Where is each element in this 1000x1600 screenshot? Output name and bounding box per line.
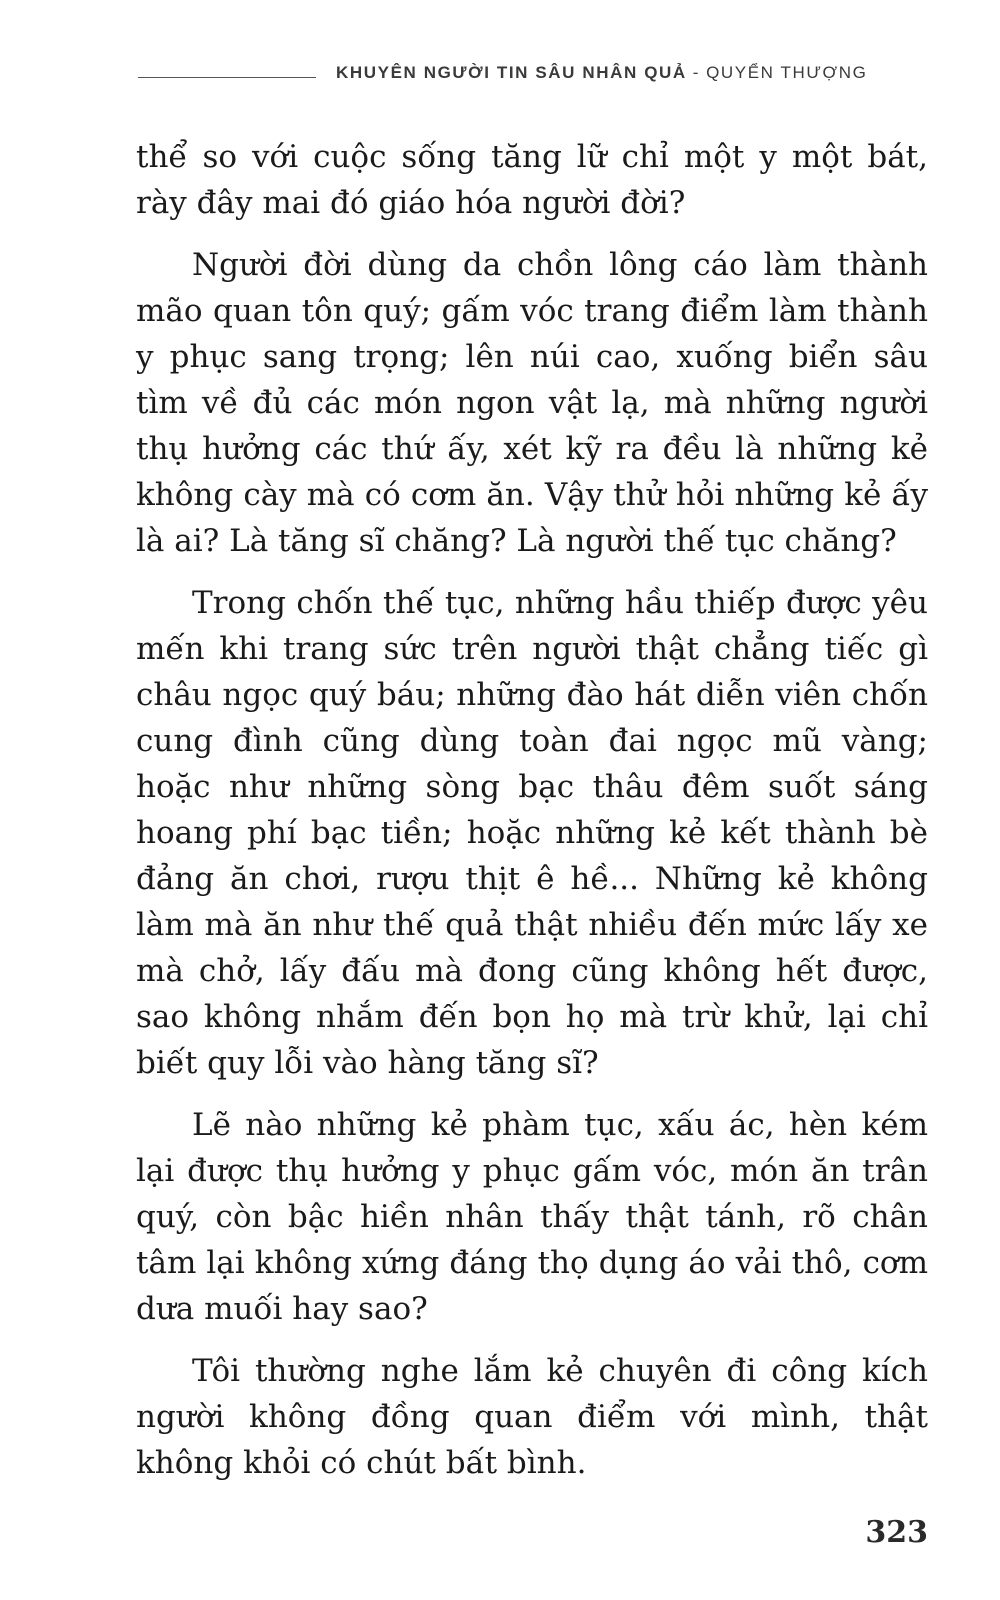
paragraph-continued: thể so với cuộc sống tăng lữ chỉ một y một bát, rày đây mai đó giáo hóa người đời? (136, 139, 928, 221)
paragraph: Trong chốn thế tục, những hầu thiếp được yêu mến khi trang sức trên người thật chẳng tiếc gì châu ngọc quý báu; những đào hát diễn viên chốn cung đình cũng dùng toàn đai ngọc mũ vàng; hoặc như những sòng bạc thâu đêm suốt sáng hoang phí bạc tiền; hoặc những kẻ kết thành bè đảng ăn chơi, rượu thịt ê hề... Những kẻ không làm mà ăn như thế quả thật nhiều đến mức lấy xe mà chở, lấy đấu mà đong cũng không hết được, sao không nhắm đến bọn họ mà trừ khử, lại chỉ biết quy lỗi vào hàng tăng sĩ? (136, 585, 928, 1081)
page-number: 323 (865, 1515, 928, 1550)
page-body (136, 134, 928, 1502)
paragraph: Tôi thường nghe lắm kẻ chuyên đi công kích người không đồng quan điểm với mình, thật không khỏi có chút bất bình. (136, 1353, 928, 1481)
header-separator: - (692, 63, 701, 82)
paragraph: Lẽ nào những kẻ phàm tục, xấu ác, hèn kém lại được thụ hưởng y phục gấm vóc, món ăn trân quý, còn bậc hiền nhân thấy thật tánh, rõ chân tâm lại không xứng đáng thọ dụng áo vải thô, cơm dưa muối hay sao? (136, 1107, 928, 1327)
paragraph: Người đời dùng da chồn lông cáo làm thành mão quan tôn quý; gấm vóc trang điểm làm thành y phục sang trọng; lên núi cao, xuống biển sâu tìm về đủ các món ngon vật lạ, mà những người thụ hưởng các thứ ấy, xét kỹ ra đều là những kẻ không cày mà có cơm ăn. Vậy thử hỏi những kẻ ấy là ai? Là tăng sĩ chăng? Là người thế tục chăng? (136, 247, 928, 559)
header-rule (138, 77, 316, 78)
volume-title: QUYỂN THƯỢNG (706, 63, 868, 82)
running-header (138, 58, 928, 88)
book-title: KHUYÊN NGƯỜI TIN SÂU NHÂN QUẢ (336, 63, 687, 82)
header-text (336, 63, 867, 83)
